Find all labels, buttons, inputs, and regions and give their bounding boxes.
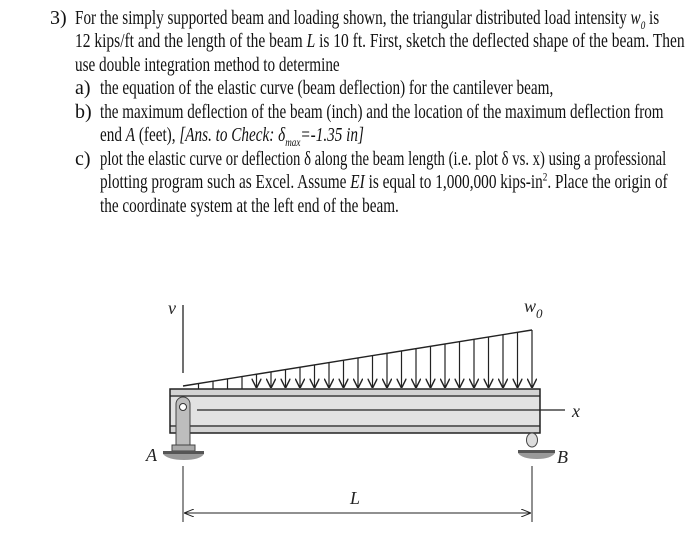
A-symbol: A xyxy=(125,124,136,146)
part-b-label: b) xyxy=(75,101,92,123)
w: w xyxy=(630,7,641,29)
roller-support-B xyxy=(518,433,555,459)
sup: 2 xyxy=(542,169,548,184)
text: is xyxy=(645,7,660,29)
part-c-text: plot the elastic curve or deflection δ along the beam length (i.e. plot δ vs. x) using a professional xyxy=(100,148,667,170)
w: w xyxy=(524,296,537,316)
text: [Ans. to Check: δ xyxy=(179,124,286,146)
L-symbol: L xyxy=(306,30,316,52)
part-c-label: c) xyxy=(75,148,91,170)
text: . Place the origin of xyxy=(547,171,668,193)
sub: 0 xyxy=(640,18,646,32)
text: For the simply supported beam and loading shown, the triangular distributed load intensity xyxy=(75,7,631,29)
text: (feet), xyxy=(135,124,180,146)
x-label: x xyxy=(572,401,580,421)
text: plotting program such as Excel. Assume xyxy=(100,171,351,193)
text: =-1.35 in] xyxy=(300,124,364,146)
part-a-text: the equation of the elastic curve (beam deflection) for the cantilever beam, xyxy=(100,77,554,99)
sub: max xyxy=(285,135,301,149)
w0-label xyxy=(524,296,543,321)
v-label: v xyxy=(168,298,176,318)
text: is 10 ft. First, sketch the deflected shape of the beam. Then xyxy=(315,30,685,52)
sub: 0 xyxy=(536,306,543,321)
L-label: L xyxy=(350,488,361,508)
part-c-continuation-2: the coordinate system at the left end of the beam. xyxy=(100,195,399,217)
EI-symbol: EI xyxy=(350,171,365,193)
B-label: B xyxy=(557,447,568,467)
text: is equal to 1,000,000 kips-in xyxy=(364,171,543,193)
part-a-label: a) xyxy=(75,77,91,99)
text: 12 kips/ft and the length of the beam xyxy=(75,30,307,52)
beam xyxy=(170,389,540,433)
A-label: A xyxy=(146,445,157,465)
problem-number: 3) xyxy=(50,7,67,29)
problem-line-3: use double integration method to determine xyxy=(75,54,340,76)
text: end xyxy=(100,124,126,146)
part-b-text: the maximum deflection of the beam (inch) and the location of the maximum deflection from xyxy=(100,101,664,123)
triangular-load xyxy=(183,330,532,389)
